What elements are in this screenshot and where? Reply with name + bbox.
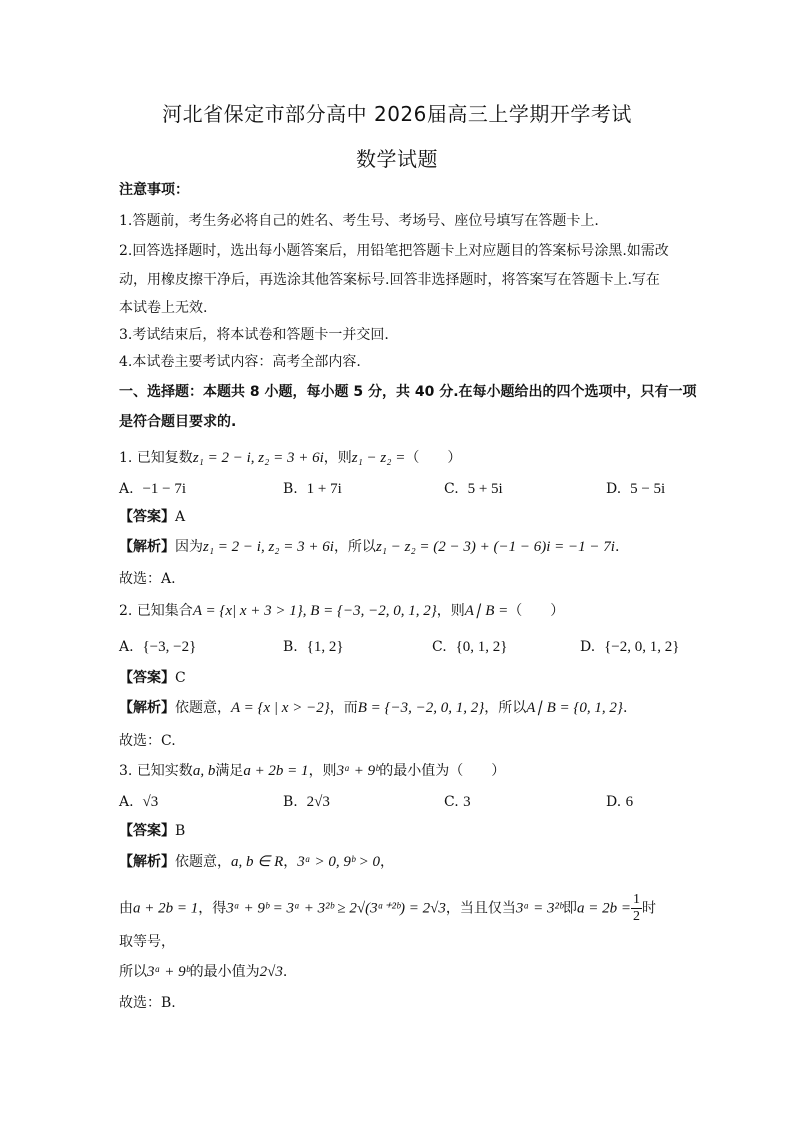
question-2-option-a: A. {−3, −2} bbox=[119, 639, 197, 655]
question-number: 1. bbox=[119, 450, 133, 466]
question-number: 3. bbox=[119, 763, 133, 779]
question-1-answer: 【答案】A bbox=[119, 509, 186, 525]
question-1-option-c: C. 5 + 5i bbox=[444, 481, 503, 497]
question-3-answer: 【答案】B bbox=[119, 823, 186, 839]
question-3-option-a: A. √3 bbox=[119, 794, 159, 810]
notice-item-4: 4.本试卷主要考试内容：高考全部内容. bbox=[119, 354, 361, 370]
question-2-option-d: D. {−2, 0, 1, 2} bbox=[580, 639, 680, 655]
question-2-conclusion: 故选：C. bbox=[119, 733, 176, 749]
question-3-final: 所以3ᵃ + 9ᵇ的最小值为2√3. bbox=[119, 964, 288, 980]
question-3-analysis: 【解析】依题意，a, b ∈ R，3ᵃ > 0, 9ᵇ > 0， bbox=[119, 854, 394, 870]
math-expression: z₁ − z₂ = bbox=[351, 450, 406, 466]
question-1-conclusion: 故选：A. bbox=[119, 571, 176, 587]
question-1-stem: 1. 已知复数z₁ = 2 − i, z₂ = 3 + 6i，则z₁ − z₂ =（ ） bbox=[119, 450, 462, 466]
question-3-option-b: B. 2√3 bbox=[283, 794, 330, 810]
exam-title: 河北省保定市部分高中 2026届高三上学期开学考试 bbox=[162, 102, 632, 126]
notice-item-2-line-1: 2.回答选择题时，选出每小题答案后，用铅笔把答题卡上对应题目的答案标号涂黑.如需改 bbox=[119, 243, 669, 259]
question-1-option-a: A. −1 − 7i bbox=[119, 481, 187, 497]
section-heading-line-1: 一、选择题：本题共 8 小题，每小题 5 分，共 40 分.在每小题给出的四个选项中，只有一项 bbox=[119, 384, 697, 400]
question-2-option-b: B. {1, 2} bbox=[283, 639, 344, 655]
question-3-stem: 3. 已知实数a, b满足a + 2b = 1，则3ᵃ + 9ᵇ的最小值为（ ） bbox=[119, 763, 506, 779]
notice-item-2-line-2: 动，用橡皮擦干净后，再选涂其他答案标号.回答非选择题时，将答案写在答题卡上.写在 bbox=[119, 272, 660, 288]
question-2-analysis: 【解析】依题意，A = {x | x > −2}，而B = {−3, −2, 0, 1, 2}，所以A∣ B = {0, 1, 2}. bbox=[119, 700, 628, 716]
question-1-option-b: B. 1 + 7i bbox=[283, 481, 342, 497]
notice-heading: 注意事项： bbox=[119, 182, 189, 198]
question-1-analysis: 【解析】因为z₁ = 2 − i, z₂ = 3 + 6i，所以z₁ − z₂ = (2 − 3) + (−1 − 6)i = −1 − 7i. bbox=[119, 539, 620, 555]
question-1-option-d: D. 5 − 5i bbox=[606, 481, 666, 497]
question-3-derivation-cont: 取等号， bbox=[119, 934, 175, 950]
math-expression: z₁ = 2 − i, z₂ = 3 + 6i bbox=[192, 450, 324, 466]
question-3-derivation: 由a + 2b = 1，得3ᵃ + 9ᵇ = 3ᵃ + 3²ᵇ ≥ 2√(3ᵃ⁺²ᵇ) = 2√3，当且仅当3ᵃ = 3²ᵇ即a = 2b = $\frac{1}{2}$ 时 bbox=[119, 892, 657, 924]
notice-item-2-line-3: 本试卷上无效. bbox=[119, 300, 208, 316]
fraction: $\frac{1}{2}$ bbox=[633, 892, 641, 924]
question-3-option-d: D. 6 bbox=[606, 794, 634, 810]
notice-item-1: 1.答题前，考生务必将自己的姓名、考生号、考场号、座位号填写在答题卡上. bbox=[119, 213, 599, 229]
exam-subtitle: 数学试题 bbox=[356, 147, 438, 171]
question-3-option-c: C. 3 bbox=[444, 794, 471, 810]
question-2-answer: 【答案】C bbox=[119, 670, 186, 686]
math-expression: A = {x| x + 3 > 1}, B = {−3, −2, 0, 1, 2} bbox=[192, 603, 437, 619]
question-number: 2. bbox=[119, 603, 133, 619]
question-2-option-c: C. {0, 1, 2} bbox=[432, 639, 508, 655]
question-2-stem: 2. 已知集合A = {x| x + 3 > 1}, B = {−3, −2, 0, 1, 2}，则A∣ B =（ ） bbox=[119, 603, 565, 619]
section-heading-line-2: 是符合题目要求的. bbox=[119, 414, 237, 430]
question-3-conclusion: 故选：B. bbox=[119, 995, 176, 1011]
notice-item-3: 3.考试结束后，将本试卷和答题卡一并交回. bbox=[119, 327, 389, 343]
math-expression: A∣ B = bbox=[464, 603, 509, 619]
